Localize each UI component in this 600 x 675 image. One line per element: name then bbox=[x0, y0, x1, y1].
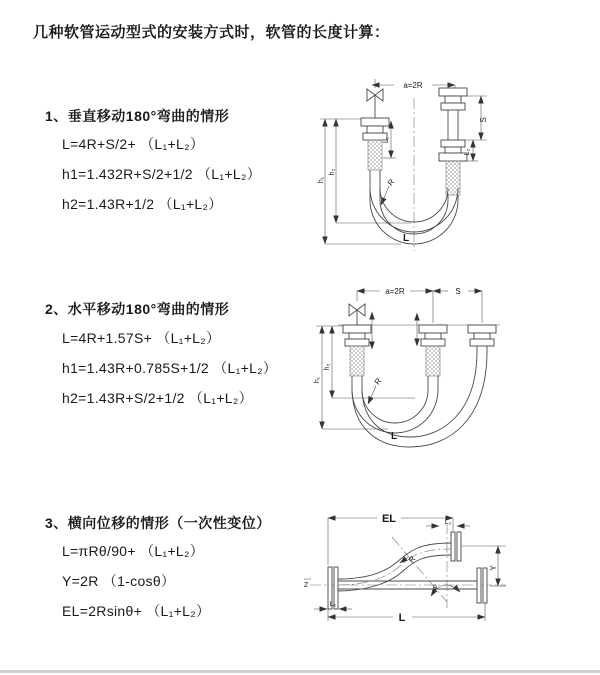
formula-y: Y=2R （1-cosθ） bbox=[62, 573, 176, 589]
braid-section bbox=[426, 346, 440, 376]
dim-label-a2r: a=2R bbox=[403, 81, 423, 90]
right-flange-fitting bbox=[439, 88, 467, 195]
section-3-heading: 3、横向位移的情形（一次性变位） bbox=[45, 515, 271, 531]
dim-label-h1: h₁ bbox=[318, 176, 325, 184]
dim-label-a2r: a=2R bbox=[385, 287, 405, 296]
formula-h2: h2=1.43R+S/2+1/2 （L₁+L₂） bbox=[62, 390, 253, 406]
hose-u-bend-position1 bbox=[352, 376, 438, 433]
formula-h1: h1=1.43R+0.785S+1/2 （L₁+L₂） bbox=[62, 360, 278, 376]
dim-label-s: S bbox=[479, 117, 488, 123]
dimension-labels bbox=[304, 513, 498, 624]
dim-label-s: S bbox=[455, 287, 461, 296]
dim-label-h2: h₂ bbox=[329, 168, 336, 176]
dim-label-z: Z bbox=[304, 582, 309, 589]
dim-label-h1: h₁ bbox=[314, 376, 321, 384]
left-flange-fitting bbox=[343, 325, 371, 376]
formula-h2: h2=1.43R+1/2 （L₁+L₂） bbox=[62, 196, 223, 212]
dim-label-h2: h₂ bbox=[324, 363, 331, 371]
page-title: 几种软管运动型式的安装方式时，软管的长度计算： bbox=[33, 24, 390, 41]
formula-h1: h1=1.432R+S/2+1/2 （L₁+L₂） bbox=[62, 166, 262, 182]
dim-label-r: R bbox=[406, 554, 418, 565]
dim-label-y: Y bbox=[489, 565, 498, 571]
formula-el: EL=2Rsinθ+ （L₁+L₂） bbox=[62, 603, 211, 619]
dim-label-l2: L₂ bbox=[464, 148, 471, 156]
dim-label-l1: L₁ bbox=[383, 136, 390, 144]
valve-icon bbox=[349, 304, 365, 325]
straight-pipe-position bbox=[338, 568, 487, 603]
diagram-vertical-180-bend bbox=[315, 68, 585, 258]
valve-icon bbox=[367, 89, 383, 118]
formula-length: L=4R+S/2+ （L₁+L₂） bbox=[62, 136, 205, 152]
formula-length: L=4R+1.57S+ （L₁+L₂） bbox=[62, 330, 221, 346]
dim-label-l2: L₂ bbox=[444, 519, 452, 526]
diagram-lateral-displacement bbox=[300, 505, 600, 650]
braid-section bbox=[368, 140, 382, 170]
dimension-lines bbox=[316, 291, 482, 429]
right-flange-fitting bbox=[468, 325, 496, 346]
formula-length: L=πRθ/90+ （L₁+L₂） bbox=[62, 543, 205, 559]
page-bottom-edge bbox=[0, 670, 600, 673]
braid-section bbox=[350, 346, 364, 376]
dim-label-l: L bbox=[390, 431, 398, 442]
hose-u-bend-position2 bbox=[352, 346, 487, 447]
dim-label-l: L bbox=[402, 233, 410, 244]
hose-s-curve bbox=[338, 532, 461, 591]
dim-label-l: L bbox=[398, 612, 406, 624]
dim-label-theta: θ bbox=[433, 585, 437, 592]
dim-label-r: R bbox=[385, 177, 397, 188]
middle-flange-fitting bbox=[419, 325, 447, 376]
section-2-heading: 2、水平移动180°弯曲的情形 bbox=[45, 301, 230, 317]
dim-label-l1: L₁ bbox=[329, 601, 337, 608]
dim-label-el: EL bbox=[381, 513, 397, 525]
dim-label-r: R bbox=[372, 376, 384, 387]
diagram-horizontal-180-bend bbox=[310, 283, 600, 455]
section-1-heading: 1、垂直移动180°弯曲的情形 bbox=[45, 108, 230, 124]
